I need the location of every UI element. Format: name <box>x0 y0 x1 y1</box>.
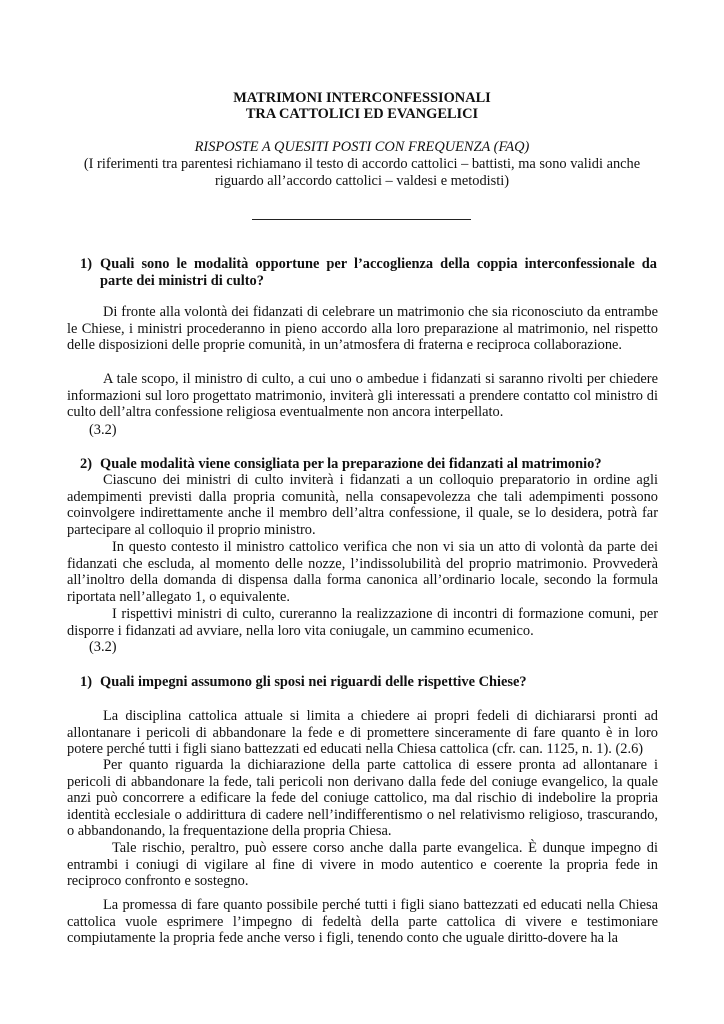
section-reference: (3.2) <box>89 422 117 438</box>
paragraph: Di fronte alla volontà dei fidanzati di celebrare un matrimonio che sia riconosciuto da entrambe le Chiese, i ministri procederanno in pieno accordo alla loro preparazione al matrimonio, nel rispetto delle disposizioni delle proprie comunità, in un’atmosfera di fraterna e reciproca collaborazione. <box>67 304 658 353</box>
question-text: Quali impegni assumono gli sposi nei riguardi delle rispettive Chiese? <box>100 674 527 690</box>
question-heading <box>80 456 657 473</box>
document-note: (I riferimenti tra parentesi richiamano il testo di accordo cattolici – battisti, ma sono validi anche riguardo all’accordo cattolici – valdesi e metodisti) <box>83 156 641 189</box>
paragraph: Per quanto riguarda la dichiarazione della parte cattolica di essere pronta ad allontanare i pericoli di abbandonare la fede, tali pericoli non derivano dalla fede del coniuge evangelico, la quale anzi può concorrere a edificare la fede del coniuge cattolico, ma dal rischio di indebolire la propria identità ecclesiale o addirittura di cadere nell’indifferentismo o nel relativismo religioso, trascurando, o abbandonando, la frequentazione della propria Chiesa. <box>67 757 658 839</box>
question-heading <box>80 674 657 691</box>
document-subtitle: RISPOSTE A QUESITI POSTI CON FREQUENZA (FAQ) <box>194 139 530 155</box>
question-number: 1) <box>80 674 92 690</box>
paragraph: Tale rischio, peraltro, può essere corso anche dalla parte evangelica. È dunque impegno di entrambi i coniugi di vigilare al fine di vivere in modo autentico e coerente la propria fede in reciproco confronto e sostegno. <box>67 840 658 889</box>
paragraph: La disciplina cattolica attuale si limita a chiedere ai propri fedeli di dichiararsi pronti ad allontanare i pericoli di abbandonare la fede e di promettere sinceramente di fare quanto è in loro potere perché tutti i figli siano battezzati ed educati nella Chiesa cattolica (cfr. can. 1125, n. 1). (2.6) <box>67 708 658 757</box>
paragraph: A tale scopo, il ministro di culto, a cui uno o ambedue i fidanzati si saranno rivolti per chiedere informazioni sul loro progettato matrimonio, inviterà gli interessati a prendere contatto col ministro di culto dell’altra confessione religiosa eventualmente non ancora interpellato. <box>67 371 658 420</box>
paragraph: I rispettivi ministri di culto, cureranno la realizzazione di incontri di formazione comuni, per disporre i fidanzati ad avviare, nella loro vita coniugale, un cammino ecumenico. <box>67 606 658 639</box>
question-number: 1) <box>80 256 92 272</box>
question-text: Quali sono le modalità opportune per l’accoglienza della coppia interconfessionale da parte dei ministri di culto? <box>100 256 657 289</box>
question-heading <box>80 256 657 289</box>
document-title-line1: MATRIMONI INTERCONFESSIONALI <box>233 90 491 106</box>
header-divider <box>252 219 471 220</box>
question-number: 2) <box>80 456 92 472</box>
paragraph: La promessa di fare quanto possibile perché tutti i figli siano battezzati ed educati nella Chiesa cattolica vuole esprimere l’impegno di fedeltà della parte cattolica di vivere e testimoniare compiutamente la propria fede anche verso i figli, tenendo conto che uguale diritto-dovere ha la <box>67 897 658 946</box>
document-title-line2: TRA CATTOLICI ED EVANGELICI <box>245 106 479 122</box>
question-text: Quale modalità viene consigliata per la preparazione dei fidanzati al matrimonio? <box>100 456 602 472</box>
paragraph: Ciascuno dei ministri di culto inviterà i fidanzati a un colloquio preparatorio in ordine agli adempimenti previsti dalla propria comunità, nella consapevolezza che tali adempimenti possono coinvolgere indirettamente anche il membro dell’altra confessione, il quale, se lo desidera, potrà far partecipare al colloquio il proprio ministro. <box>67 472 658 538</box>
paragraph: In questo contesto il ministro cattolico verifica che non vi sia un atto di volontà da parte dei fidanzati che escluda, al momento delle nozze, l’indissolubilità del proprio matrimonio. Provvederà all’inoltro della domanda di dispensa dalla forma canonica all’ordinario locale, secondo la formula riportata nell’allegato 1, o equivalente. <box>67 539 658 605</box>
section-reference: (3.2) <box>89 639 117 655</box>
